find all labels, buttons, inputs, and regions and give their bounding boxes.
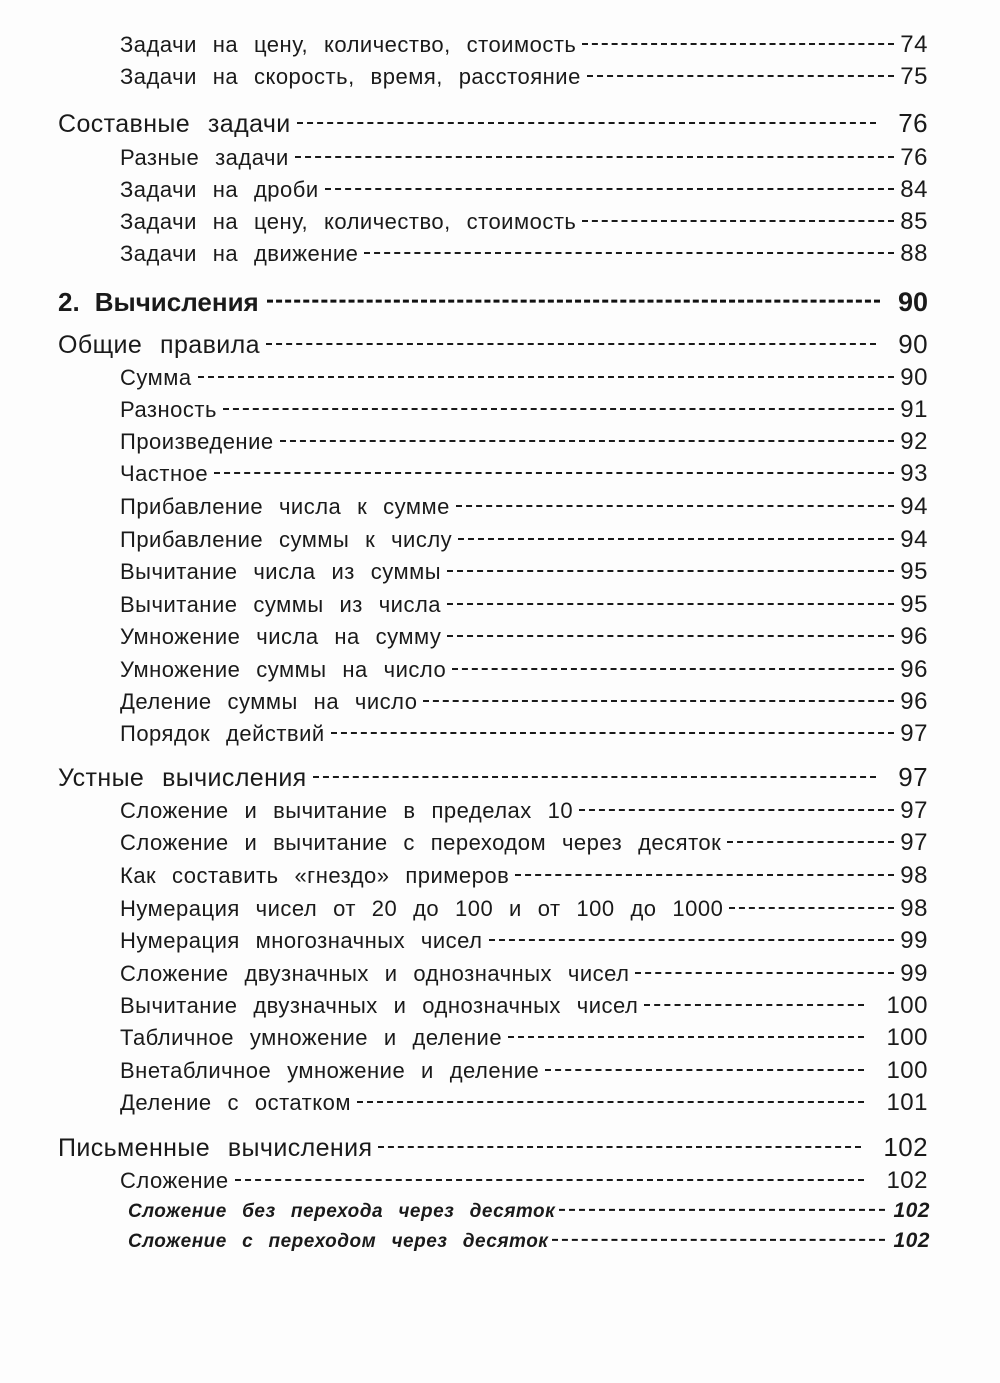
toc-entry[interactable] — [120, 366, 928, 390]
toc-entry-page: 100 — [886, 1024, 928, 1051]
toc-entry-title: Деление с остатком — [120, 1090, 351, 1115]
toc-entry[interactable] — [120, 799, 928, 823]
toc-entry[interactable] — [120, 994, 928, 1018]
toc-entry[interactable] — [120, 430, 928, 454]
toc-entry[interactable] — [120, 398, 928, 422]
toc-entry-title: Разные задачи — [120, 145, 289, 170]
dotted-leader — [266, 343, 876, 345]
toc-entry-page: 97 — [900, 720, 928, 747]
toc-subentry-page: 102 — [893, 1199, 930, 1222]
dotted-leader — [582, 43, 894, 45]
toc-entry-title: Задачи на скорость, время, расстояние — [120, 64, 581, 89]
dotted-leader — [331, 732, 895, 734]
toc-entry[interactable] — [120, 593, 928, 617]
toc-entry-page: 85 — [900, 208, 928, 235]
toc-chapter-title: 2. Вычисления — [58, 287, 259, 317]
dotted-leader — [447, 603, 894, 605]
dotted-leader — [587, 75, 894, 77]
toc-entry-title: Умножение суммы на число — [120, 657, 447, 682]
dotted-leader — [727, 841, 894, 843]
toc-entry-page: 92 — [900, 428, 928, 455]
dotted-leader — [295, 156, 895, 158]
toc-entry[interactable] — [120, 1059, 928, 1083]
toc-entry-title: Нумерация многозначных чисел — [120, 928, 483, 953]
toc-section[interactable] — [58, 764, 928, 791]
toc-entry-page: 88 — [900, 240, 928, 267]
toc-entry[interactable] — [120, 528, 928, 552]
dotted-leader — [458, 538, 894, 540]
toc-section-title: Составные задачи — [58, 110, 291, 138]
toc-entry-page: 97 — [900, 829, 928, 856]
toc-entry-page: 91 — [900, 396, 928, 423]
dotted-leader — [644, 1004, 864, 1006]
toc-entry-title: Задачи на цену, количество, стоимость — [120, 32, 577, 57]
toc-entry-page: 94 — [900, 526, 928, 553]
toc-entry-page: 99 — [900, 927, 928, 954]
toc-entry-title: Разность — [120, 397, 217, 422]
dotted-leader — [489, 939, 895, 941]
toc-entry[interactable] — [120, 495, 928, 519]
dotted-leader — [235, 1179, 865, 1181]
dotted-leader — [508, 1036, 864, 1038]
toc-entry-page: 74 — [900, 31, 928, 58]
toc-entry-title: Сложение двузначных и однозначных чисел — [120, 961, 630, 986]
toc-entry-page: 84 — [900, 176, 928, 203]
toc-entry[interactable] — [120, 242, 928, 266]
dotted-leader — [357, 1101, 864, 1103]
toc-entry-title: Задачи на цену, количество, стоимость — [120, 209, 577, 234]
toc-entry[interactable] — [120, 33, 928, 57]
toc-subentry-page: 102 — [893, 1229, 930, 1252]
dotted-leader — [515, 874, 894, 876]
toc-entry[interactable] — [120, 658, 928, 682]
dotted-leader — [582, 220, 894, 222]
dotted-leader — [223, 408, 894, 410]
toc-entry[interactable] — [120, 462, 928, 486]
dotted-leader — [313, 776, 877, 778]
toc-section-title: Устные вычисления — [58, 764, 307, 792]
toc-entry-title: Деление суммы на число — [120, 689, 418, 714]
toc-section[interactable] — [58, 110, 928, 137]
dotted-leader — [214, 472, 894, 474]
toc-entry-page: 100 — [886, 992, 928, 1019]
toc-section-page: 97 — [898, 762, 928, 792]
toc-entry[interactable] — [120, 690, 928, 714]
toc-entry[interactable] — [120, 864, 928, 888]
toc-entry-title: Нумерация чисел от 20 до 100 и от 100 до 1000 — [120, 896, 724, 921]
toc-subentry-title: Сложение без перехода через десяток — [128, 1201, 556, 1222]
toc-entry-title: Табличное умножение и деление — [120, 1025, 503, 1050]
toc-section-page: 102 — [883, 1132, 928, 1162]
dotted-leader — [452, 668, 894, 670]
toc-entry-page: 76 — [900, 144, 928, 171]
toc-entry[interactable] — [120, 831, 928, 855]
toc-entry-title: Вычитание суммы из числа — [120, 592, 442, 617]
dotted-leader — [545, 1069, 864, 1071]
toc-entry-title: Сложение — [120, 1168, 229, 1193]
toc-entry-title: Сумма — [120, 365, 192, 390]
toc-entry-title: Как составить «гнездо» примеров — [120, 863, 510, 888]
toc-entry-page: 94 — [900, 493, 928, 520]
toc-entry[interactable] — [120, 625, 928, 649]
toc-section-title: Письменные вычисления — [58, 1134, 373, 1162]
toc-entry-page: 100 — [886, 1057, 928, 1084]
toc-entry-title: Частное — [120, 461, 209, 486]
dotted-leader — [325, 188, 895, 190]
toc-entry[interactable] — [120, 178, 928, 202]
toc-entry-page: 96 — [900, 623, 928, 650]
toc-entry-title: Внетабличное умножение и деление — [120, 1058, 540, 1083]
dotted-leader — [635, 972, 894, 974]
toc-entry-title: Произведение — [120, 429, 274, 454]
toc-entry-page: 90 — [900, 364, 928, 391]
toc-subentry[interactable] — [128, 1200, 930, 1221]
dotted-leader — [456, 505, 894, 507]
toc-section-page: 76 — [898, 108, 928, 138]
toc-entry-page: 98 — [900, 862, 928, 889]
toc-entry-title: Задачи на движение — [120, 241, 359, 266]
toc-entry[interactable] — [120, 1026, 928, 1050]
dotted-leader — [280, 440, 895, 442]
toc-entry[interactable] — [120, 210, 928, 234]
toc-entry-title: Умножение числа на сумму — [120, 624, 442, 649]
toc-entry-page: 102 — [886, 1167, 928, 1194]
toc-subentry-title: Сложение с переходом через десяток — [128, 1231, 549, 1252]
dotted-leader — [267, 300, 880, 303]
toc-entry-title: Прибавление суммы к числу — [120, 527, 453, 552]
toc-entry-title: Задачи на дроби — [120, 177, 319, 202]
toc-section-page: 90 — [898, 329, 928, 359]
toc-section[interactable] — [58, 1134, 928, 1161]
toc-entry[interactable] — [120, 1091, 928, 1115]
toc-entry-page: 96 — [900, 688, 928, 715]
toc-entry[interactable] — [120, 146, 928, 170]
toc-entry[interactable] — [120, 65, 928, 89]
toc-entry-title: Сложение и вычитание с переходом через десяток — [120, 830, 722, 855]
toc-entry-page: 93 — [900, 460, 928, 487]
toc-section-title: Общие правила — [58, 331, 260, 359]
toc-entry[interactable] — [120, 1169, 928, 1193]
toc-entry[interactable] — [120, 897, 928, 921]
toc-entry[interactable] — [120, 722, 928, 746]
toc-chapter-page: 90 — [897, 287, 928, 317]
toc-entry[interactable] — [120, 929, 928, 953]
dotted-leader — [579, 809, 894, 811]
toc-entry-page: 101 — [886, 1089, 928, 1116]
toc-entry[interactable] — [120, 962, 928, 986]
toc-entry-page: 99 — [900, 960, 928, 987]
dotted-leader — [297, 122, 877, 124]
dotted-leader — [559, 1209, 885, 1211]
dotted-leader — [198, 376, 895, 378]
toc-entry-page: 97 — [900, 797, 928, 824]
dotted-leader — [447, 570, 894, 572]
toc-entry-title: Порядок действий — [120, 721, 325, 746]
dotted-leader — [447, 635, 894, 637]
toc-chapter[interactable] — [58, 289, 928, 316]
dotted-leader — [364, 252, 894, 254]
dotted-leader — [423, 700, 894, 702]
toc-entry-title: Вычитание двузначных и однозначных чисел — [120, 993, 639, 1018]
toc-entry-page: 96 — [900, 656, 928, 683]
toc-section[interactable] — [58, 331, 928, 358]
dotted-leader — [552, 1239, 885, 1241]
toc-entry-title: Сложение и вычитание в пределах 10 — [120, 798, 574, 823]
toc-entry-page: 95 — [900, 591, 928, 618]
toc-entry-page: 95 — [900, 558, 928, 585]
toc-entry-page: 75 — [900, 63, 928, 90]
toc-subentry[interactable] — [128, 1230, 930, 1251]
toc-entry-page: 98 — [900, 895, 928, 922]
dotted-leader — [378, 1146, 861, 1148]
dotted-leader — [729, 907, 894, 909]
toc-entry-title: Прибавление числа к сумме — [120, 494, 450, 519]
toc-entry[interactable] — [120, 560, 928, 584]
toc-entry-title: Вычитание числа из суммы — [120, 559, 442, 584]
